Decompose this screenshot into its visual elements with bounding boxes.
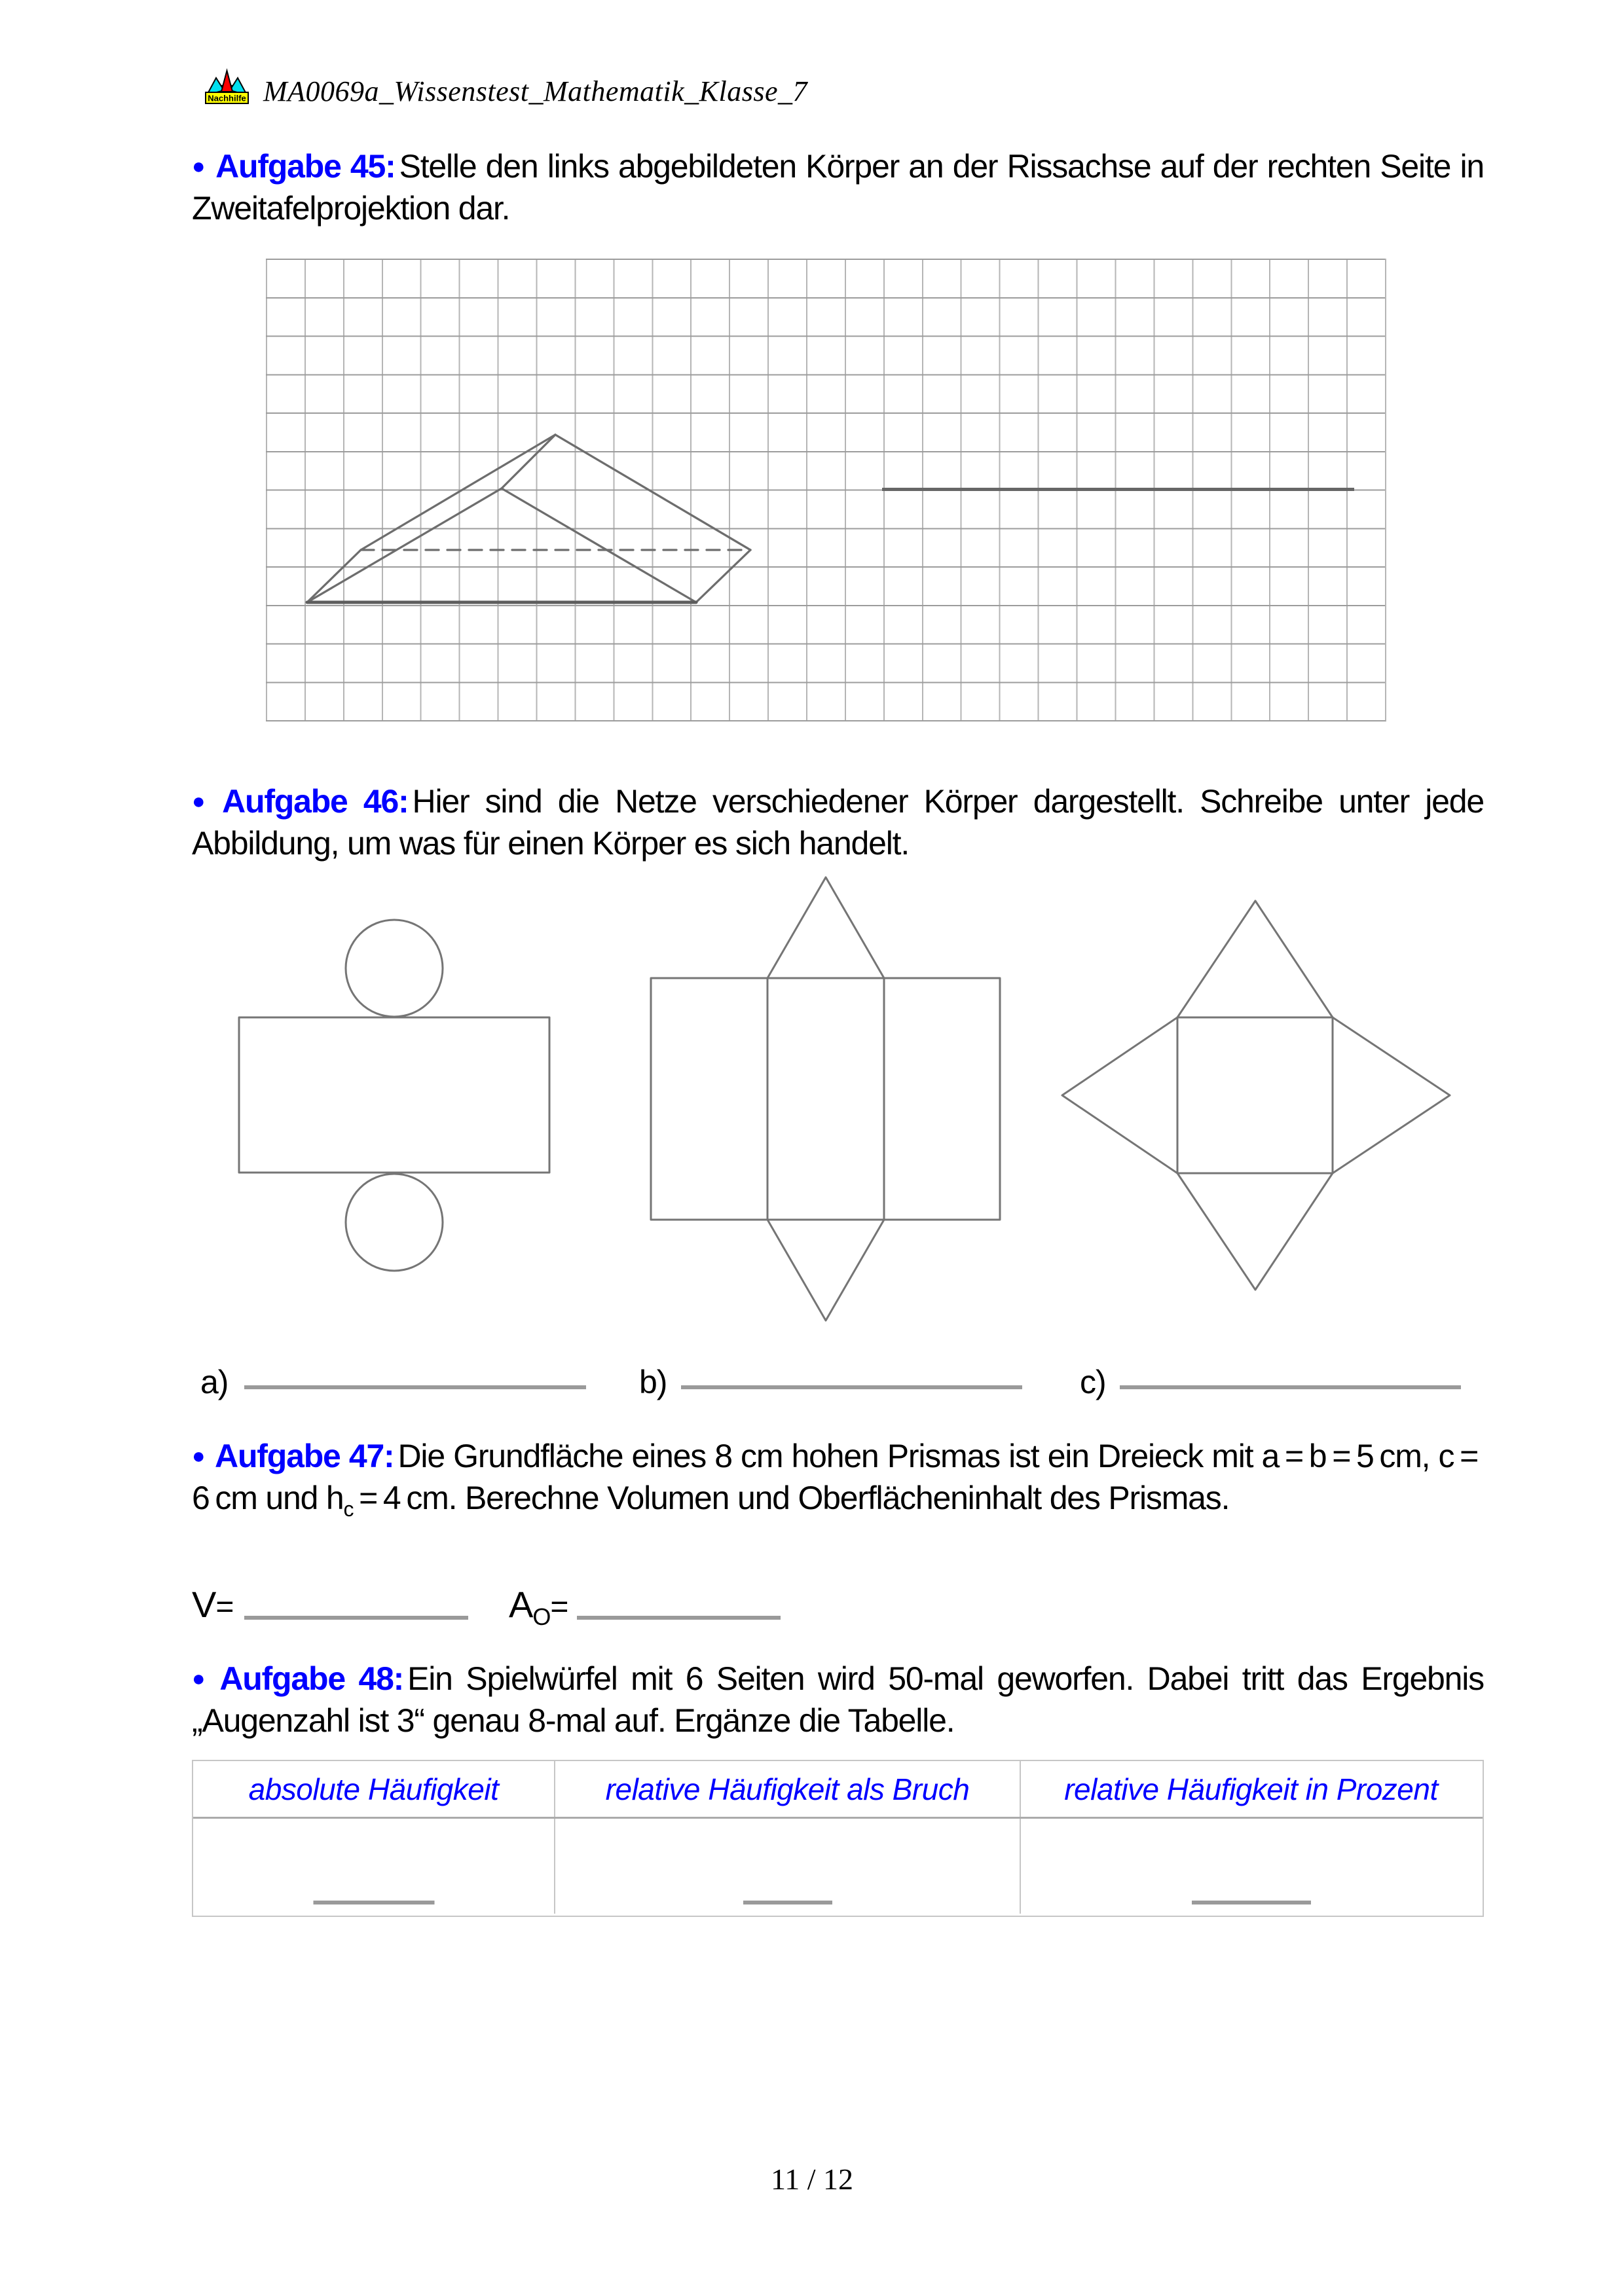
answer-a-label: a) <box>200 1364 229 1400</box>
triangular-prism-figure <box>249 367 773 694</box>
surface-symbol: A <box>509 1584 533 1625</box>
rissachse-line <box>882 488 1354 491</box>
task-47-text-part1: Die Grundfläche eines 8 cm hohen Prismas ist ein Dreieck mit a = b = 5 cm, c = 6 cm und h <box>192 1438 1484 1516</box>
table-header-row <box>193 1761 1483 1819</box>
cell-relative-frequency-fraction <box>555 1819 1021 1914</box>
header-relative-frequency-percent: relative Häufigkeit in Prozent <box>1064 1772 1438 1806</box>
page-number: 11 / 12 <box>770 2162 854 2196</box>
task-47-subscript: c <box>343 1497 354 1521</box>
task-45-text: Stelle den links abgebildeten Körper an der Rissachse auf der rechten Seite in Zweitafelprojektion dar. <box>192 148 1484 227</box>
bullet-icon: ● <box>192 1444 206 1468</box>
answer-c-blank <box>1120 1385 1461 1389</box>
task-47-label: Aufgabe 47: <box>215 1438 394 1474</box>
volume-answer-blank <box>244 1616 468 1620</box>
task-48-paragraph <box>192 1658 1484 1741</box>
square-pyramid-net-figure <box>1062 901 1450 1290</box>
nets-figure <box>196 871 1493 1329</box>
task-47-text-part2: = 4 cm. Berechne Volumen und Oberflächeninhalt des Prismas. <box>353 1480 1230 1516</box>
bullet-icon: ● <box>192 1666 211 1691</box>
header-relative-frequency-fraction: relative Häufigkeit als Bruch <box>555 1761 1021 1817</box>
absolute-frequency-blank <box>313 1901 434 1904</box>
task-46-label: Aufgabe 46: <box>222 783 409 820</box>
volume-equals: = <box>215 1590 234 1624</box>
logo-text: Nachhilfe <box>208 93 246 103</box>
relative-frequency-fraction-blank <box>743 1901 832 1904</box>
surface-subscript: O <box>532 1603 551 1631</box>
answer-b-label: b) <box>639 1364 667 1400</box>
task-46-paragraph <box>192 780 1484 864</box>
bullet-icon: ● <box>192 789 213 814</box>
table-body-row <box>193 1819 1483 1914</box>
surface-formula-label <box>509 1583 568 1631</box>
cell-absolute-frequency <box>193 1819 555 1914</box>
answer-a-blank <box>244 1385 586 1389</box>
surface-answer-blank <box>577 1616 781 1620</box>
cylinder-net-figure <box>239 920 549 1271</box>
answer-c-label: c) <box>1080 1364 1106 1400</box>
bullet-icon: ● <box>192 154 207 179</box>
task-45-label: Aufgabe 45: <box>215 148 396 185</box>
task-46-text: Hier sind die Netze verschiedener Körper dargestellt. Schreibe unter jede Abbildung, um was für einen Körper es sich handelt. <box>192 783 1484 862</box>
nachhilfe-logo-icon <box>204 68 249 106</box>
cell-relative-frequency-percent <box>1021 1819 1481 1914</box>
task-48-label: Aufgabe 48: <box>219 1660 404 1697</box>
task-48-text: Ein Spielwürfel mit 6 Seiten wird 50-mal geworfen. Dabei tritt das Ergebnis „Augenzahl ist 3“ genau 8-mal auf. Ergänze die Tabelle. <box>192 1660 1484 1739</box>
task-45-paragraph <box>192 145 1484 229</box>
volume-formula-label <box>192 1583 233 1626</box>
answer-b-blank <box>681 1385 1022 1389</box>
document-title: MA0069a_Wissenstest_Mathematik_Klasse_7 <box>263 75 807 107</box>
relative-frequency-percent-blank <box>1192 1901 1311 1904</box>
volume-symbol: V <box>192 1584 216 1625</box>
surface-equals: = <box>550 1590 568 1624</box>
task-47-paragraph <box>192 1435 1484 1519</box>
header-absolute-frequency: absolute Häufigkeit <box>193 1761 555 1817</box>
triangular-prism-net-figure <box>651 877 1000 1321</box>
frequency-table <box>192 1760 1484 1917</box>
